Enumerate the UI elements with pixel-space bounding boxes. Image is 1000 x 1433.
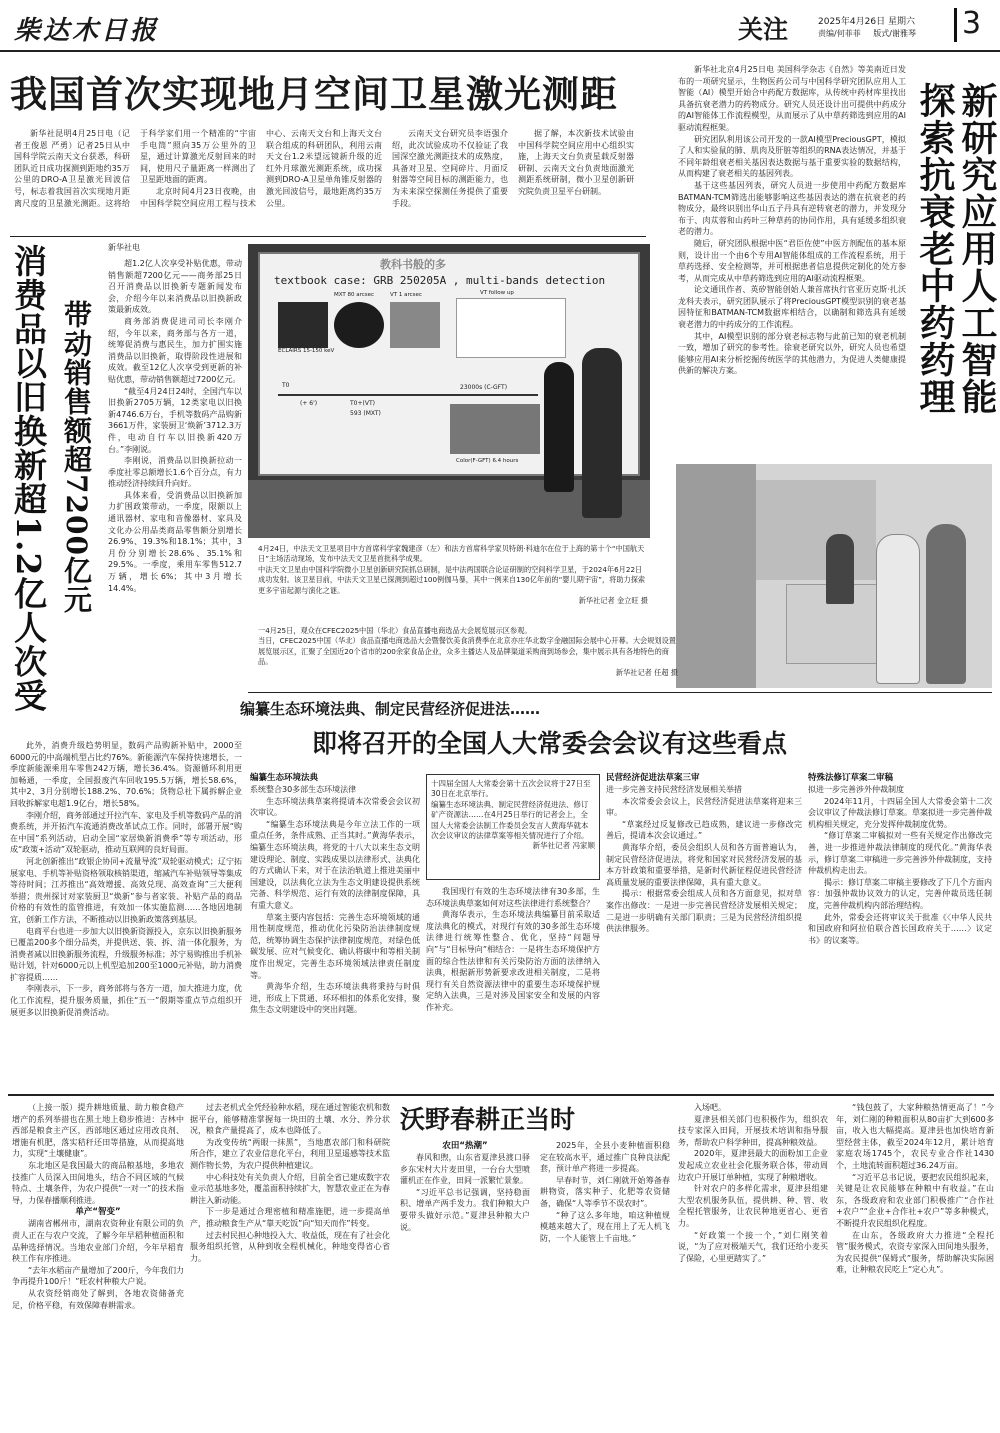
spring-paragraph: “种了这么多年地，咱这种植规模越来越大了，现在用上了无人机飞防，一个人能管上千亩地。” bbox=[540, 1210, 670, 1243]
slide-panel-vt bbox=[390, 302, 440, 348]
spring-col-5 bbox=[836, 1102, 994, 1428]
laser-headline: 我国首次实现地月空间卫星激光测距 bbox=[10, 72, 618, 116]
npc-section-subtitle: 系统整合30多部生态环境法律 bbox=[250, 785, 357, 794]
npc-paragraph: “草案经过反复修改已趋成熟，建议进一步修改完善后，提请本次会议通过。” bbox=[606, 819, 802, 841]
spring-paragraph: 从农资经销商处了解到，各地农资储备充足，价格平稳，有效保障春耕需求。 bbox=[12, 1288, 184, 1310]
slide-panel-color bbox=[450, 404, 540, 454]
editor: 责编/何菲菲 bbox=[818, 29, 861, 38]
page-number-bar bbox=[954, 8, 957, 42]
slide-timeline bbox=[278, 394, 538, 396]
npc-section-title: 民营经济促进法草案三审 bbox=[606, 773, 700, 783]
cosmic-credit: 新华社记者 金立旺 摄 bbox=[578, 596, 648, 606]
expo-visitor bbox=[926, 524, 966, 684]
npc-paragraph: 我国现行有效的生态环境法律有30多部，生态环境法典草案如何对这些法律进行系统整合？ bbox=[426, 887, 600, 908]
editors bbox=[818, 28, 948, 42]
medicine-paragraph: 研究团队利用该公司开发的一款AI模型PreciousGPT，模拟了人和实验鼠的肺、肌肉及肝脏等组织的RNA表达情况，并基于不同年龄组衰老相关基因表达数据与基于重要实验的数据结构，从而构建了衰老相关的基因列表。 bbox=[678, 134, 906, 179]
npc-paragraph: 生态环境法典草案将提请本次常委会会议初次审议。 bbox=[250, 796, 420, 818]
spring-paragraph: 过去村民担心种地投入大、收益低，现在有了社会化服务组织托管，从种到收全程机械化，种地变得省心省力。 bbox=[190, 1230, 390, 1263]
npc-paragraph: 揭示：根据常委会组成人员和各方面意见，拟对草案作出修改：一是进一步完善民营经济发展相关规定；二是进一步明确有关部门职责；三是为民营经济组织提供法律服务。 bbox=[606, 889, 802, 934]
spring-paragraph: 夏津县相关部门也积极作为，组织农技专家深入田间，开展技术培训和指导服务，帮助农户科学种田，提高种粮效益。 bbox=[678, 1114, 828, 1147]
issue-date bbox=[818, 14, 948, 28]
slide-label: VT follow up bbox=[480, 290, 514, 296]
page-number: 3 bbox=[962, 6, 982, 41]
spring-paragraph: 东北地区是我国最大的商品粮基地，多地农技推广人员深入田间地头，结合不同区域的气候特点、土壤条件，为农户提供“一对一”的技术指导，力保春播顺利推进。 bbox=[12, 1160, 184, 1205]
spring-paragraph: 入场吧。 bbox=[694, 1103, 726, 1112]
consumer-paragraph: 李刚表示，下一步，商务部将与各方一道，加大推进力度，优化工作流程，提升服务质量，抓住“五一”假期等重点节点组织开展更多以旧换新促消费活动。 bbox=[10, 984, 242, 1017]
speaker-right bbox=[582, 348, 622, 518]
spring-subhead: 单产“智变” bbox=[75, 1207, 121, 1218]
consumer-paragraph: 超1.2亿人次享受补贴优惠，带动销售额超7200亿元——商务部25日召开消费品以旧换新专题新闻发布会，介绍今年以来消费品以旧换新政策最新成效。 bbox=[108, 259, 242, 315]
expo-visitor bbox=[876, 534, 920, 684]
spring-paragraph: “习近平总书记强调，坚持稳面积、增单产两手发力。我们种粮大户要带头做好示范。”夏津县种粮大户说。 bbox=[400, 1187, 530, 1232]
slide-label: ECLAIRS 15-150 keV bbox=[278, 348, 335, 354]
spring-col-3 bbox=[400, 1140, 670, 1428]
paper-name: 柴达木日报 bbox=[14, 16, 160, 46]
npc-col-4 bbox=[808, 772, 992, 1090]
npc-box-credit: 新华社记者 冯家顺 bbox=[532, 841, 595, 851]
npc-headline: 即将召开的全国人大常委会会议有这些看点 bbox=[312, 729, 788, 758]
spring-paragraph: 2020年，夏津县最大的面粉加工企业发起成立农业社会化服务联合体，带动周边农户开展订单种植，实现了种粮增收。 bbox=[678, 1149, 828, 1182]
consumer-paragraph: 电商平台也进一步加大以旧换新资源投入，京东以旧换新服务已覆盖200多个细分品类，并提供送、装、拆、清一体化服务，为消费者减以旧换新服务流程，升级服务标准；苏宁易购推出手机补贴计划，针对6000元以上机型追加200至1000元补贴，助力消费扩容提质…… bbox=[10, 926, 242, 982]
spring-paragraph: “钱包鼓了，大家种粮热情更高了！”今年，刘仁刚的种粮面积从80亩扩大到600多亩，收入也大幅提高。夏津县也加快培育新型经营主体，截至2024年12月，累计培育家庭农场1745个，农民专业合作社1430个，土地流转面积超过36.24万亩。 bbox=[836, 1103, 994, 1170]
masthead bbox=[0, 0, 1000, 48]
cosmic-caption-line: 中法天文卫星由中国科学院微小卫星创新研究院抓总研制，是中法两国联合论证研制的空间科学卫星，于2024年6月22日成功发射。该卫星目前，中法天文卫星已探测到超过100例伽马暴，其中一例来自130亿年前的“婴儿期宇宙”，将助力探索更多宇宙起源与演化之谜。 bbox=[258, 564, 646, 595]
cosmic-photo bbox=[248, 244, 650, 538]
cosmic-caption bbox=[258, 544, 648, 616]
npc-col-3 bbox=[606, 772, 802, 1090]
medicine-paragraph: 基于这些基因列表，研究人员进一步使用中药配方数据库BATMAN-TCM筛选出能够影响这些基因表达的潜在抗衰老的药物成分，最终识别出华山五子丹具有逆转衰老的潜力，并发现分布于、肉苁蓉和山药叶三种草药的协同作用，具有延缓多组织衰老的潜力。 bbox=[678, 180, 906, 237]
slide-label: 593 (MXT) bbox=[350, 410, 381, 417]
medicine-paragraph: 随后，研究团队根据中医“君臣佐使”中医方剂配伍的基本原则，设计出一个由6个专用AI智能体组成的工作流程系统，用于草药选择、安全检测等，并可根据患者信息提供定制化的处方参考，从而完成从中草药筛选到应用的AI驱动流程框架。 bbox=[678, 238, 906, 283]
consumer-paragraph: “截至4月24日24时，全国汽车以旧换新2705万辆，12类家电以旧换新4746.6万台，手机等数码产品购新3661万件，家装厨卫‘焕新’3712.3万件，电动自行车以旧换新420万台。”李刚说。 bbox=[108, 386, 242, 454]
spring-subhead: 农田“热潮” bbox=[442, 1141, 488, 1151]
medicine-paragraph: 新华社北京4月25日电 美国科学杂志《自然》等美南近日发布的一项研究显示，生物医药公司与中国科学研究团队应用人工智能（AI）模型开始合中药配方数据库，从传统中药材库里找出具备抗衰老潜力的药物成分。研究人员还设计出可提供中药成分的AI智能体工作流程模型，从而展示了从中草药筛选到应用的AI驱动流程框架。 bbox=[678, 65, 906, 132]
laser-paragraph: 北京时间4月23日夜晚，由中国科学院空间应用工程与技术中心、云南天文台和上海天文台联合组成的科研团队，利用云南天文台1.2米望远镜新升级的近红外月球激光测距系统，成功探测到DRO-A卫星单角锥反射器的激光回波信号，最地距离约35万公里。 bbox=[140, 129, 382, 208]
npc-paragraph: 黄海华表示，生态环境法典编纂目前采取适度法典化的模式，对现行有效的30多部生态环境法律进行统筹性整合、优化，坚持“问题导向”与“目标导向”相结合：一是将生态环境保护方面的综合性法律和有关污染防治方面的法律纳入法典，根据新形势新要求改进相关制度，二是将现行有关自然资源法律中的重要生态环境保护规定纳入法典，三是对涉及国家安全和发展的内容作补充。 bbox=[426, 910, 600, 1012]
consumer-paragraph: 李刚说，消费品以旧换新拉动一季度社零总额增长1.6个百分点，有力推动经济持续回升向好。 bbox=[108, 456, 242, 489]
npc-top-rule bbox=[248, 692, 992, 693]
npc-paragraph: 草案主要内容包括：完善生态环境领域的通用性制度规范，推动优化污染防治法律制度规范，统筹协调生态保护法律制度规范，对绿色低碳发展、应对气候变化、确认将碳中和等相关制度作出规定，完善生态环境领域法律责任制度等。 bbox=[250, 912, 420, 980]
laser-paragraph: 云南天文台研究员李语强介绍，此次试验成功不仅验证了我国深空激光测距技术的成熟度，具备对卫星、空间碎片、月面反射器等空间目标的测距能力，也为未来深空探测任务提供了重要手段。 bbox=[392, 129, 508, 208]
expo-caption-line: 一4月25日，观众在CFEC2025中国（华北）食品直播电商选品大会展览展示区参观。 bbox=[258, 626, 532, 635]
npc-paragraph: “修订草案二审稿拟对一些有关规定作出修改完善，进一步推进仲裁法律制度的现代化。”黄海华表示，修订草案二审稿进一步完善涉外仲裁制度，支持仲裁机构走出去。 bbox=[808, 831, 992, 876]
slide-label: Color(F-GFT) 6.4 hours bbox=[456, 458, 519, 464]
npc-paragraph: “编纂生态环境法典是今年立法工作的一项重点任务，条件成熟、正当其时。”黄海华表示，编纂生态环境法典，将党的十八大以来生态文明建设理论、制度、实践成果以法律形式、法典化的方式确认下来，对于在法治轨道上推进美丽中国建设，以法典化立法为生态文明建设提供系统完备、科学规范、运行有效的法律制度保障，具有重大意义。 bbox=[250, 819, 420, 910]
slide-label: (+ 6') bbox=[300, 400, 318, 407]
consumer-paragraph: 商务部消费促进司司长李刚介绍，今年以来，商务部与各方一道，统筹促消费与惠民生，加力扩围实施消费品以旧换新，取得阶段性进展和成效。截至12亿人次享受到更新的补贴优惠，带动销售额超过7200亿元。 bbox=[108, 316, 242, 384]
slide-label: T0+(VT) bbox=[350, 400, 375, 407]
slide-panel-eclairs bbox=[278, 302, 328, 348]
spring-col-2 bbox=[190, 1102, 390, 1428]
spring-top-rule bbox=[8, 1094, 994, 1096]
npc-section-title: 编纂生态环境法典 bbox=[250, 773, 319, 783]
expo-shelf-left bbox=[676, 464, 756, 688]
npc-paragraph: 黄海华介绍，生态环境法典将秉持与时俱进，形成上下贯通、环环相扣的体系化安排，聚焦生态文明建设中的突出问题。 bbox=[250, 982, 420, 1015]
expo-visitor bbox=[826, 534, 854, 604]
expo-caption-line: 当日，CFEC2025中国（华北）食品直播电商选品大会暨餐饮美食消费季在北京亦庄华北数字金融国际会展中心开幕。大会规划设置展览展示区，汇聚了全国近20个省市的200余家食品企业，众多主播达人及品牌渠道采购商到场参会，集中展示具有各地特色的商品。 bbox=[258, 636, 676, 667]
slide-label: VT 1 arcsec bbox=[390, 292, 422, 298]
npc-kicker: 编纂生态环境法典、制定民营经济促进法…… bbox=[240, 700, 541, 718]
spring-paragraph: 为改变传统“两眼一抹黑”，当地惠农部门和科研院所合作，建立了农业信息化平台，利用卫星遥感等技术监测作物长势，为农户提供种植建议。 bbox=[190, 1137, 390, 1170]
spring-paragraph: 2025年，全县小麦种植面积稳定在较高水平，通过推广良种良法配套，预计单产将进一步提高。 bbox=[540, 1141, 670, 1174]
consumer-paragraph: 河北创新推出“政银企协同+流量导流”双轮驱动模式；辽宁拓展家电、手机等补贴资格领取核销渠道，缩减汽车补贴领导等集成等待时间；江苏推出“高效增援、高效兑现、高效查询”三大便利举措；贵州探讨对家装厨卫“焕新”参与者家装、补贴产品的商品价格的有效性的监管推进，有效加一体实施监测……各地因地制宜，创新工作方法，不断推动以旧换新政策落到基层。 bbox=[10, 856, 242, 924]
consumer-byline: 新华社电 bbox=[108, 243, 140, 252]
expo-caption bbox=[258, 626, 678, 682]
consumer-paragraph: 此外，消费升级趋势明显，数码产品购新补贴中，2000至6000元的中高端机型占比约76%。新能源汽车保持快速增长，一季度新能源乘用车零售242万辆，增长36.4%。资源循环利用更加畅通，一季度，全国报废汽车回收195.5万辆，增长58.6%，其中2、3月分别增长188.2%、70.6%；货物总社下属拆解企业回收拆解家电超1.9亿台，增长58%。 bbox=[10, 741, 242, 808]
spring-paragraph: （上接一版）提升耕地质量、助力粮食稳产增产的系列举措也在黑土地上稳步推进：吉林中西部是粮食主产区，西部地区通过应用改良剂、增施有机肥，落实秸秆还田等措施，从而提高地力，实现“土壤健康”。 bbox=[12, 1103, 184, 1159]
npc-box-line: 十四届全国人大常委会第十五次会议将于27日至30日在北京举行。 bbox=[431, 779, 591, 799]
expo-photo bbox=[676, 464, 992, 688]
consumer-paragraph: 具体来看，受消费品以旧换新加力扩围政策带动，一季度，限额以上通讯器材、家电和音像器材、家具及文化办公用品类商品零售额分别增长26.9%、19.3%和18.1%；其中，3月份分别增长28.6%、35.1%和29.5%。一季度，乘用车零售512.7万辆，增长6%；其中3月增长14.4%。 bbox=[108, 490, 242, 593]
slide-title: textbook case: GRB 250205A , multi-bands detection bbox=[274, 274, 606, 287]
laser-bottom-rule bbox=[10, 236, 646, 237]
npc-box bbox=[426, 774, 600, 880]
spring-paragraph: “去年水稻亩产量增加了200斤，今年我们力争再提升100斤！”旺农村种粮大户说。 bbox=[12, 1265, 184, 1287]
masthead-rule bbox=[0, 50, 1000, 52]
spring-paragraph: “好政策一个接一个，”刘仁刚笑着说，“为了应对极端天气，我们还给小麦买了保险，心里更踏实了。” bbox=[678, 1230, 828, 1263]
npc-col-2 bbox=[426, 886, 600, 1090]
speaker-left bbox=[544, 362, 574, 492]
spring-paragraph: 中心科技处有关负责人介绍，目前全省已建成数字农业示范基地多处，覆盖面积持续扩大，智慧农业正在为春耕注入新动能。 bbox=[190, 1172, 390, 1205]
expo-booth bbox=[756, 480, 876, 580]
npc-section-subtitle: 进一步完善支持民营经济发展相关举措 bbox=[606, 785, 742, 794]
laser-body bbox=[14, 128, 634, 236]
laser-paragraph: 新华社昆明4月25日电（记者王俊恩 严勇）记者25日从中国科学院云南天文台获悉，科研团队近日成功探测到距地约35万公里的DRO-A卫星激光回波信号，标志着我国首次实现地月距离尺度的卫星激光测距。这将给于科学家们用一个精准的“宇宙手电筒”照向35万公里外的卫星，通过计算激光反射回来的时间，使用尺子量距离一样测出了卫星距地面的距离。 bbox=[14, 129, 256, 208]
medicine-body bbox=[678, 64, 906, 464]
npc-section-title: 特殊法修订草案二审稿 bbox=[808, 773, 894, 783]
layout-credit: 版式/谢雅琴 bbox=[873, 29, 916, 38]
slide-lightcurve bbox=[456, 298, 566, 358]
slide-label: MXT 80 arcsec bbox=[334, 292, 375, 298]
slide-label: 23000s (C-GFT) bbox=[460, 384, 508, 391]
npc-paragraph: 本次常委会会议上，民营经济促进法草案将迎来三审。 bbox=[606, 796, 802, 818]
medicine-paragraph: 论文通讯作者、英矽智能创始人兼首席执行官亚历克斯·扎沃龙科夫表示，研究团队展示了将PreciousGPT模型识别的衰老基因特征和BATMAN-TCM数据库相结合，以确制和筛选具有延缓衰老潜力的中药成分的工作流程。 bbox=[678, 285, 906, 330]
spring-paragraph: 湖南省郴州市，湖南农资种业有限公司的负责人正在与农户交流，了解今年早稻种植面积和品种选择情况。当地农业部门介绍，今年早稻育秧工作有序推进。 bbox=[12, 1219, 184, 1264]
slide-header: 教科书般的多 bbox=[380, 258, 446, 271]
spring-paragraph: 过去老机式全凭经验种水稻，现在通过智能农机和数据平台，能够精准掌握每一块田的土壤、水分、养分状况，粮食产量提高了，成本也降低了。 bbox=[190, 1103, 390, 1136]
npc-paragraph: 2024年11月，十四届全国人大常委会第十二次会议审议了仲裁法修订草案。草案拟进一步完善仲裁机构相关规定，充分发挥仲裁制度优势。 bbox=[808, 796, 992, 829]
spring-paragraph: 在山东，各级政府大力推进“全程托管”服务模式，农资专家深入田间地头服务，为农民提供“保姆式”服务，帮助解决实际困难，让种粮农民吃上“定心丸”。 bbox=[836, 1230, 994, 1275]
consumer-body bbox=[108, 258, 242, 740]
laser-paragraph: 据了解，本次新技术试验由中国科学院空间应用中心组织实施，上海天文台负责星载反射器研制、云南天文台负责地面激光测距系统研制，微小卫星创新研究院负责卫星平台研制。 bbox=[518, 129, 634, 196]
cosmic-caption-line: 4月24日，中法天文卫星项目中方首席科学家魏建彦（左）和法方首席科学家贝特朗·科迪尔在位于上海的第十个“中国航天日”主场活动现场，发布中法天文卫星首批科学成果。 bbox=[258, 544, 645, 564]
spring-paragraph: 下一步是通过合理密植和精准施肥，进一步提高单产，推动粮食生产从“靠天吃饭”向“知天而作”转变。 bbox=[190, 1207, 390, 1228]
consumer-headline-main: 消费品以旧换新超1.2亿人次受 bbox=[9, 244, 48, 713]
spring-paragraph: 早春时节，刘仁刚就开始筹备春耕物资，落实种子、化肥等农资储备，确保“人等季节不误农时”。 bbox=[540, 1175, 670, 1208]
spring-col-4 bbox=[678, 1102, 828, 1428]
consumer-headline-sub: 带动销售额超7200亿元 bbox=[60, 300, 93, 614]
consumer-body-lower bbox=[10, 740, 242, 1092]
npc-col-1 bbox=[250, 772, 420, 1090]
npc-section-subtitle: 拟进一步完善涉外仲裁制度 bbox=[808, 785, 904, 794]
section-name: 关注 bbox=[738, 15, 789, 44]
expo-credit: 新华社记者 任超 摄 bbox=[615, 667, 678, 677]
medicine-headline: 新研究应用人工智能探索抗衰老中药药理 bbox=[914, 82, 998, 415]
spring-paragraph: 针对农户的多样化需求，夏津县组建大型农机服务队伍，提供耕、种、管、收全程托管服务，让农民种地更省心、更省力。 bbox=[678, 1184, 828, 1228]
spring-col-1 bbox=[12, 1102, 184, 1428]
spring-paragraph: “习近平总书记说，要把农民组织起来，关键是让农民能够在种粮中有收益。”在山东，各级政府和农业部门积极推广“合作社+农户”“企业+合作社+农户”等多种模式，不断提升农民组织化程度。 bbox=[836, 1172, 994, 1228]
consumer-paragraph: 李刚介绍，商务部通过开拉汽车、家电及手机等数码产品的消费系统，并开拓汽车流通消费改革试点工作。同时，部署开展“购在中国”系列活动，启动全国“家居焕新消费季”等专项活动，形成“政策+活动”双轮驱动，推动互联网的良好局面。 bbox=[10, 810, 242, 855]
npc-paragraph: 黄海华介绍，委员会组织人员和各方面普遍认为，制定民营经济促进法，将党和国家对民营经济发展的基本方针政策和重要举措，是新时代新征程促进民营经济高质量发展的重要法律保障，具有重大意义。 bbox=[606, 842, 802, 887]
slide-panel-mxt bbox=[334, 302, 384, 348]
date: 2025年4月26日 bbox=[818, 17, 886, 27]
npc-paragraph: 此外，常委会还将审议关于批准《〈中华人民共和国政府和阿拉伯联合酋长国政府关于……〉议定书》的议案等。 bbox=[808, 912, 992, 945]
npc-box-line: 编纂生态环境法典、制定民营经济促进法、修订矿产资源法……在4月25日举行的记者会上，全国人大常委会法制工作委员会发言人黄海华就本次会议审议的法律草案等相关情况进行了介绍。 bbox=[431, 799, 589, 841]
medicine-paragraph: 其中，AI模型识别的部分衰老标志物与此前已知的衰老机制一致，增加了研究的参考性。徐衰老研究以外，研究人员也希望能够应用AI来分析挖掘传统医学的其他潜力，为促进人类健康提供新的解决方案。 bbox=[678, 331, 906, 376]
spring-headline: 沃野春耕正当时 bbox=[400, 1105, 576, 1134]
slide-label: T0 bbox=[282, 382, 290, 389]
spring-paragraph: 春风和煦，山东省夏津县渡口驿乡东宋村大片麦田里，一台台大型喷灌机正在作业，田间一派繁忙景象。 bbox=[400, 1153, 530, 1186]
weekday: 星期六 bbox=[887, 17, 915, 27]
npc-paragraph: 揭示：修订草案二审稿主要修改了下几个方面内容：加强仲裁协议效力的认定，完善仲裁员选任制度，完善仲裁机构内部治理结构。 bbox=[808, 877, 992, 910]
